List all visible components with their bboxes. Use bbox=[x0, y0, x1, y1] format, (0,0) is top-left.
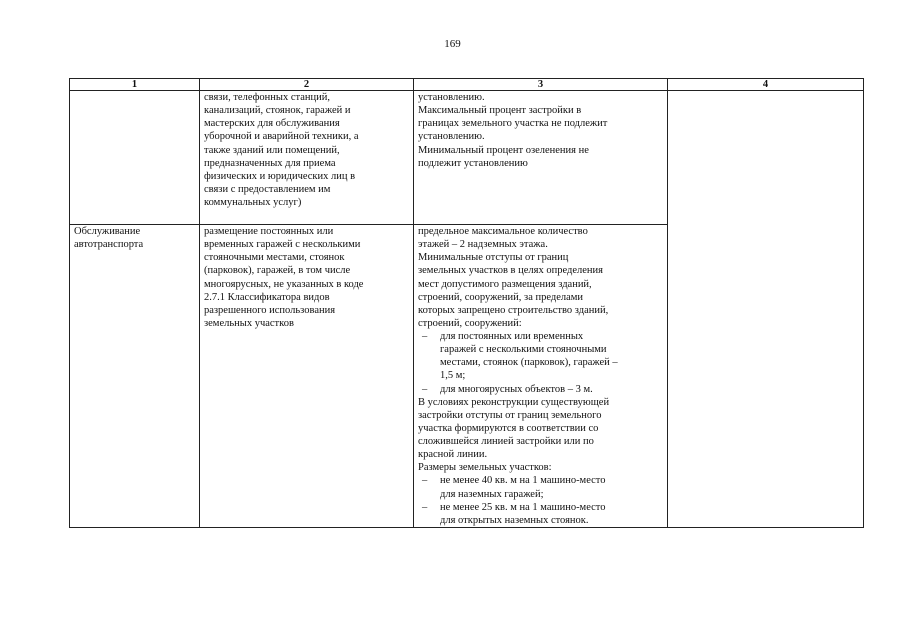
dash-bullet: – bbox=[422, 475, 428, 487]
row1-name-cell bbox=[70, 91, 200, 225]
table-row bbox=[70, 91, 864, 225]
row2-param-text: В условиях реконструкции существующей застройки отступы от границ земельного участка формируются в соответствии со сложившейся линией застройки или по красной линии. bbox=[418, 396, 610, 461]
row2-name-cell: Обслуживание автотранспорта bbox=[70, 225, 200, 528]
row2-description-cell: размещение постоянных или временных гаражей с несколькими стояночными местами, стоянок (парковок), гаражей, в том числе многоярусных, не указанных в коде 2.7.1 Классификатора видов разрешенного использования земельных участков bbox=[200, 225, 414, 528]
row1-param-text: установлению. bbox=[418, 92, 485, 103]
column-header-1: 1 bbox=[70, 79, 200, 91]
list-item-text: не менее 40 кв. м на 1 машино-место для наземных гаражей; bbox=[440, 475, 606, 500]
page-number: 169 bbox=[444, 38, 461, 50]
row2-parameters-cell bbox=[414, 225, 668, 528]
dash-bullet: – bbox=[422, 501, 428, 513]
land-use-table bbox=[69, 78, 864, 528]
list-item bbox=[418, 474, 663, 500]
row1-parameters-cell bbox=[414, 91, 668, 225]
row1-param-text: Минимальный процент озеленения не подлежит установлению bbox=[418, 144, 589, 169]
column4-cell bbox=[668, 91, 864, 528]
row2-param-text: Размеры земельных участков: bbox=[418, 462, 552, 474]
list-item-text: для постоянных или временных гаражей с несколькими стояночными местами, стоянок (парковок), гаражей – 1,5 м; bbox=[440, 331, 618, 382]
list-item bbox=[418, 330, 663, 383]
list-item-text: не менее 25 кв. м на 1 машино-место для открытых наземных стоянок. bbox=[440, 501, 606, 526]
list-item bbox=[418, 383, 663, 396]
table-header-row bbox=[70, 79, 864, 91]
dash-bullet: – bbox=[422, 331, 428, 342]
column-header-4: 4 bbox=[668, 79, 864, 91]
row1-description-cell: связи, телефонных станций, канализаций, стоянок, гаражей и мастерских для обслуживания уборочной и аварийной техники, а также зданий или помещений, предназначенных для приема физических и юридических лиц в связи с предоставлением им коммунальных услуг) bbox=[200, 91, 414, 225]
column-header-2: 2 bbox=[200, 79, 414, 91]
dash-bullet: – bbox=[422, 383, 428, 395]
list-item-text: для многоярусных объектов – 3 м. bbox=[440, 383, 593, 395]
column-header-3: 3 bbox=[414, 79, 668, 91]
row2-param-text: предельное максимальное количество этажей – 2 надземных этажа. bbox=[418, 226, 588, 251]
row2-param-text: Минимальные отступы от границ земельных участков в целях определения мест допустимого размещения зданий, строений, сооружений, за пределами которых запрещено строительство зданий, строений, сооружений: bbox=[418, 252, 609, 329]
row1-param-text: Максимальный процент застройки в границах земельного участка не подлежит установлению. bbox=[418, 105, 608, 143]
list-item bbox=[418, 501, 663, 527]
